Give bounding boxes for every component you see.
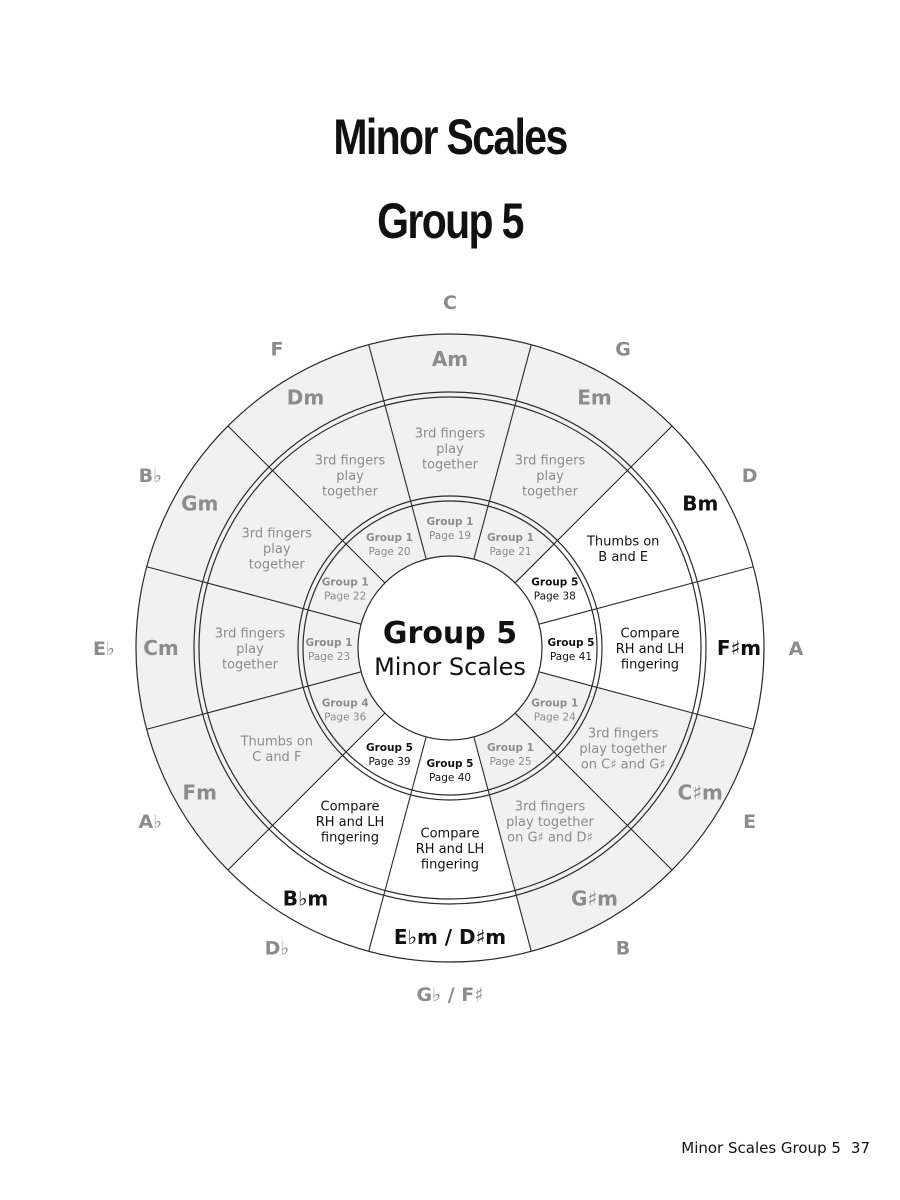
page-subtitle: Group 5 — [377, 193, 523, 249]
major-key-label: E — [743, 811, 757, 833]
group-label: Group 5 — [366, 741, 413, 754]
fingering-note: play — [263, 542, 291, 557]
fingering-note: on C♯ and G♯ — [580, 757, 666, 773]
group-label: Group 1 — [531, 697, 579, 710]
fingering-note: 3rd fingers — [241, 526, 313, 542]
fingering-note: together — [248, 557, 305, 573]
fingering-note: 3rd fingers — [414, 426, 486, 442]
fingering-note: fingering — [320, 830, 380, 846]
minor-key-label: Bm — [682, 491, 719, 516]
fingering-note: C and F — [252, 749, 302, 765]
footer-text: Minor Scales Group 5 — [681, 1139, 841, 1157]
page-label: Page 23 — [307, 651, 351, 663]
major-key-label: E♭ — [93, 638, 115, 660]
fingering-note: together — [422, 457, 478, 473]
minor-key-label: Dm — [286, 385, 325, 410]
minor-key-label: E♭m / D♯m — [393, 925, 507, 949]
fingering-note: B and E — [598, 549, 649, 565]
page-label: Page 38 — [533, 590, 576, 603]
page-title: Minor Scales — [333, 109, 567, 165]
fingering-note: 3rd fingers — [314, 453, 386, 469]
fingering-note: play — [236, 642, 264, 657]
major-key-label: C — [443, 292, 457, 314]
fingering-note: RH and LH — [315, 815, 385, 831]
minor-key-label: Fm — [182, 780, 217, 805]
group-label: Group 1 — [366, 532, 413, 545]
fingering-note: together — [322, 484, 378, 500]
page-label: Page 41 — [549, 651, 593, 663]
group-label: Group 5 — [531, 576, 579, 589]
fingering-note: Compare — [620, 626, 680, 642]
major-key-label: F — [270, 338, 284, 361]
fingering-note: together — [522, 484, 578, 500]
fingering-note: fingering — [620, 657, 680, 673]
fingering-note: fingering — [420, 857, 480, 873]
fingering-note: play together — [506, 815, 594, 831]
page-label: Page 20 — [368, 546, 411, 559]
major-key-label: B♭ — [138, 465, 163, 487]
major-key-label: G♭ / F♯ — [416, 984, 484, 1006]
page-label: Page 24 — [533, 711, 576, 724]
minor-key-label: Cm — [143, 636, 179, 660]
group-label: Group 1 — [305, 637, 353, 649]
group-label: Group 5 — [426, 758, 474, 770]
minor-key-label: Gm — [181, 491, 219, 516]
fingering-note: 3rd fingers — [214, 626, 286, 642]
page-number: 37 — [850, 1139, 870, 1157]
fingering-note: 3rd fingers — [587, 726, 659, 742]
minor-key-label: C♯m — [677, 780, 723, 805]
fingering-note: on G♯ and D♯ — [507, 830, 593, 846]
fingering-note: together — [222, 657, 278, 673]
page-label: Page 40 — [428, 772, 472, 784]
group-label: Group 4 — [321, 697, 369, 710]
major-key-label: D — [741, 465, 758, 487]
minor-key-label: G♯m — [571, 886, 618, 911]
fingering-note: RH and LH — [615, 642, 685, 657]
fingering-note: 3rd fingers — [514, 799, 586, 815]
page-label: Page 19 — [428, 530, 472, 542]
major-key-label: G — [615, 338, 631, 361]
group-label: Group 1 — [426, 516, 474, 528]
page-label: Page 36 — [324, 711, 367, 724]
page-label: Page 21 — [489, 546, 532, 559]
minor-key-label: Am — [431, 347, 469, 371]
group-label: Group 5 — [547, 637, 595, 649]
fingering-note: play — [536, 468, 564, 484]
major-key-label: A — [788, 638, 804, 660]
page-label: Page 25 — [489, 755, 532, 768]
major-key-label: D♭ — [264, 937, 290, 960]
page-label: Page 39 — [368, 755, 411, 768]
fingering-note: 3rd fingers — [514, 453, 586, 469]
fingering-note: play together — [579, 742, 668, 757]
fingering-note: play — [436, 442, 464, 457]
fingering-note: play — [336, 468, 364, 484]
group-label: Group 1 — [321, 576, 369, 589]
page-footer — [671, 1139, 870, 1157]
minor-key-label: F♯m — [716, 636, 762, 660]
group-label: Group 1 — [487, 532, 534, 545]
fingering-note: RH and LH — [415, 842, 485, 857]
minor-key-label: Em — [577, 385, 612, 410]
page-label: Page 22 — [324, 590, 367, 603]
center-title: Group 5 — [382, 616, 518, 651]
fingering-note: Thumbs on — [586, 534, 660, 550]
minor-key-label: B♭m — [282, 886, 329, 911]
center-subtitle: Minor Scales — [374, 653, 526, 681]
fingering-note: Thumbs on — [240, 734, 314, 750]
fingering-note: Compare — [420, 826, 480, 842]
group-label: Group 1 — [487, 741, 534, 754]
major-key-label: A♭ — [138, 811, 163, 833]
major-key-label: B — [615, 937, 631, 960]
fingering-note: Compare — [320, 799, 380, 815]
